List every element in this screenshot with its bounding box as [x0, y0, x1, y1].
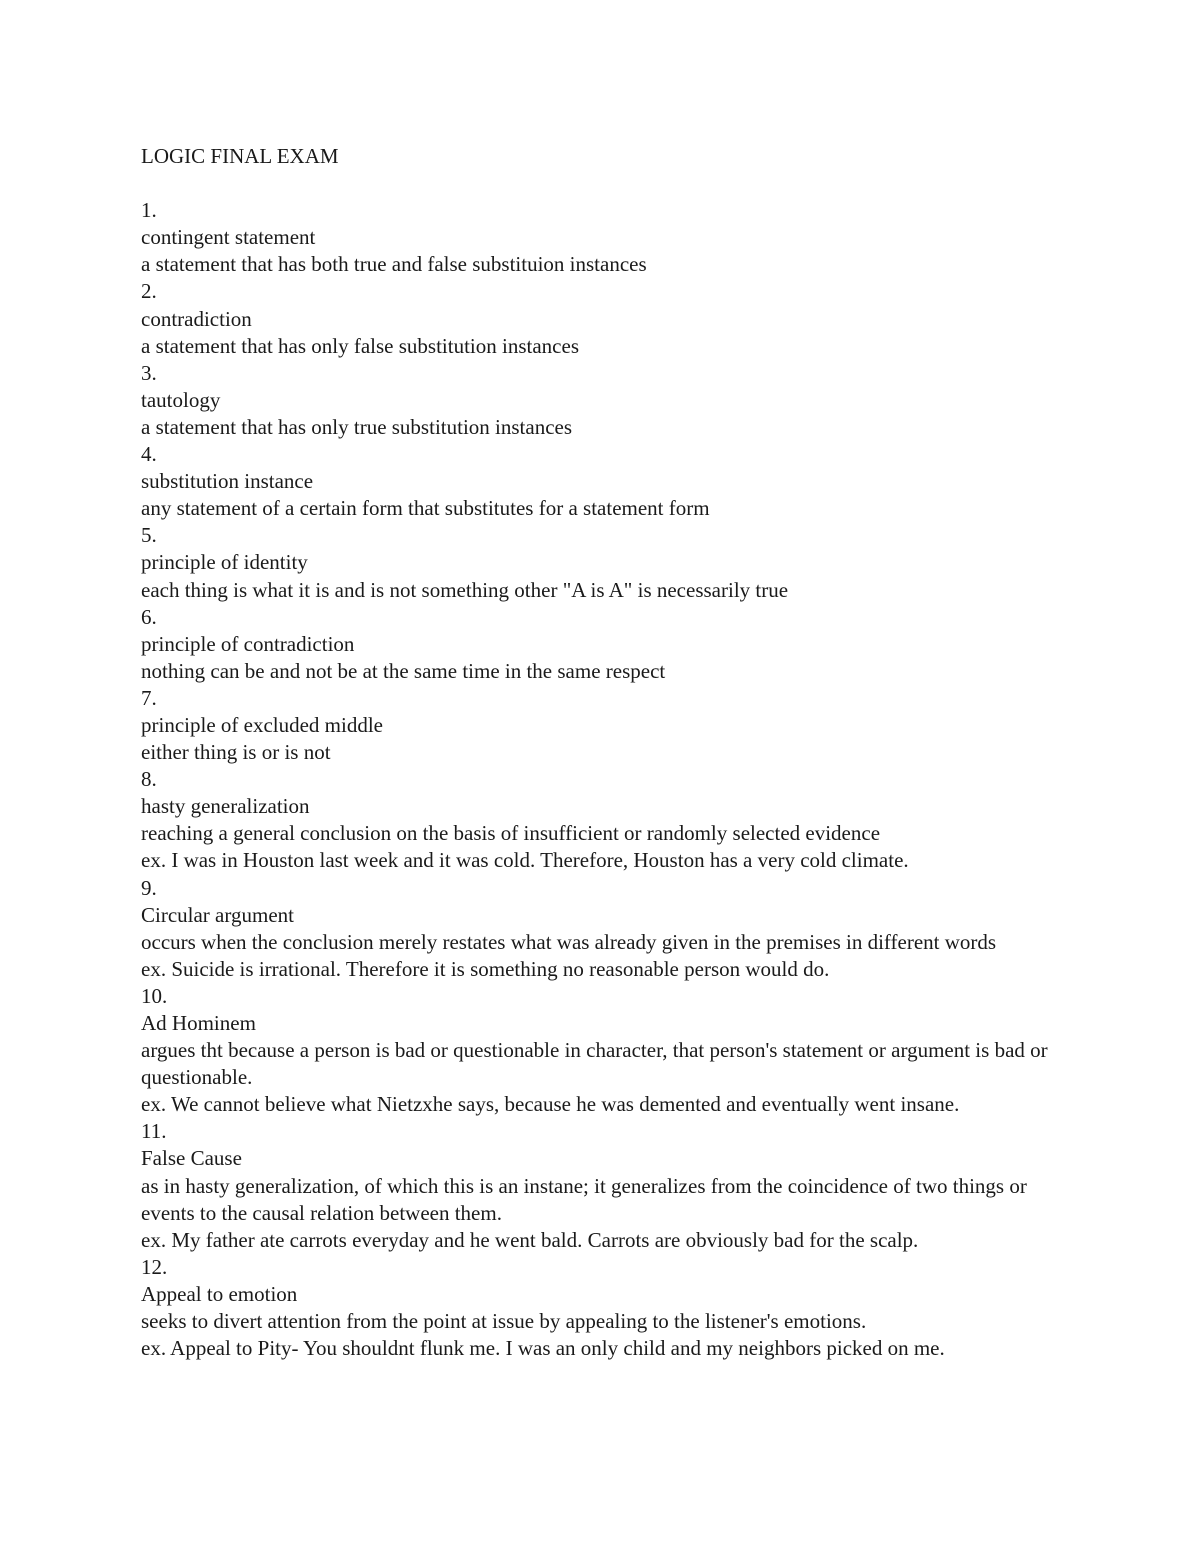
- item-definition: a statement that has both true and false substituion instances: [141, 252, 647, 277]
- item-number: 6.: [141, 604, 157, 629]
- list-item: [141, 604, 1071, 685]
- list-item: [141, 1254, 1071, 1362]
- item-number: 4.: [141, 442, 157, 467]
- item-definition: reaching a general conclusion on the basis of insufficient or randomly selected evidence: [141, 821, 881, 846]
- list-item: [141, 197, 1071, 278]
- item-definition: as in hasty generalization, of which this is an instane; it generalizes from the coincidence of two things or events to the causal relation between them.: [141, 1173, 1027, 1225]
- item-number: 12.: [141, 1254, 168, 1279]
- item-example: ex. My father ate carrots everyday and he went bald. Carrots are obviously bad for the scalp.: [141, 1227, 919, 1252]
- item-example: ex. I was in Houston last week and it was cold. Therefore, Houston has a very cold climate.: [141, 848, 909, 873]
- list-item: [141, 875, 1071, 983]
- list-item: [141, 441, 1071, 522]
- item-definition: argues tht because a person is bad or questionable in character, that person's statement or argument is bad or questionable.: [141, 1038, 1048, 1090]
- item-definition: any statement of a certain form that substitutes for a statement form: [141, 496, 710, 521]
- item-term: principle of identity: [141, 550, 308, 575]
- item-term: Appeal to emotion: [141, 1281, 298, 1306]
- item-term: principle of contradiction: [141, 631, 355, 656]
- list-item: [141, 278, 1071, 359]
- item-term: substitution instance: [141, 469, 314, 494]
- item-number: 5.: [141, 523, 157, 548]
- item-term: Circular argument: [141, 902, 294, 927]
- item-number: 8.: [141, 767, 157, 792]
- item-term: Ad Hominem: [141, 1011, 256, 1035]
- list-item: [141, 360, 1071, 441]
- item-number: 10.: [141, 983, 168, 1008]
- item-example: ex. We cannot believe what Nietzxhe says, because he was demented and eventually went insane.: [141, 1092, 960, 1117]
- item-definition: a statement that has only true substitution instances: [141, 414, 573, 439]
- page-title: LOGIC FINAL EXAM: [141, 144, 339, 168]
- list-item: [141, 983, 1071, 1118]
- item-definition: seeks to divert attention from the point at issue by appealing to the listener's emotions.: [141, 1309, 867, 1334]
- list-item: [141, 766, 1071, 874]
- item-term: principle of excluded middle: [141, 712, 384, 737]
- item-definition: either thing is or is not: [141, 740, 331, 765]
- document-body: [141, 143, 1071, 1362]
- item-number: 9.: [141, 875, 157, 900]
- item-example: ex. Suicide is irrational. Therefore it is something no reasonable person would do.: [141, 956, 830, 981]
- item-number: 11.: [141, 1119, 167, 1144]
- list-item: [141, 1118, 1071, 1253]
- item-definition: a statement that has only false substitution instances: [141, 333, 579, 358]
- definition-list: [141, 197, 1071, 1362]
- item-number: 2.: [141, 279, 157, 304]
- item-number: 1.: [141, 198, 157, 223]
- item-example: ex. Appeal to Pity- You shouldnt flunk me. I was an only child and my neighbors picked on me.: [141, 1336, 945, 1361]
- item-number: 3.: [141, 360, 157, 385]
- item-definition: occurs when the conclusion merely restates what was already given in the premises in different words: [141, 929, 997, 954]
- item-term: contradiction: [141, 306, 252, 331]
- item-term: hasty generalization: [141, 794, 310, 819]
- item-definition: each thing is what it is and is not something other "A is A" is necessarily true: [141, 577, 789, 602]
- item-term: contingent statement: [141, 225, 316, 250]
- item-term: tautology: [141, 387, 221, 412]
- list-item: [141, 685, 1071, 766]
- item-number: 7.: [141, 685, 157, 710]
- item-definition: nothing can be and not be at the same time in the same respect: [141, 658, 666, 683]
- list-item: [141, 522, 1071, 603]
- item-term: False Cause: [141, 1146, 242, 1171]
